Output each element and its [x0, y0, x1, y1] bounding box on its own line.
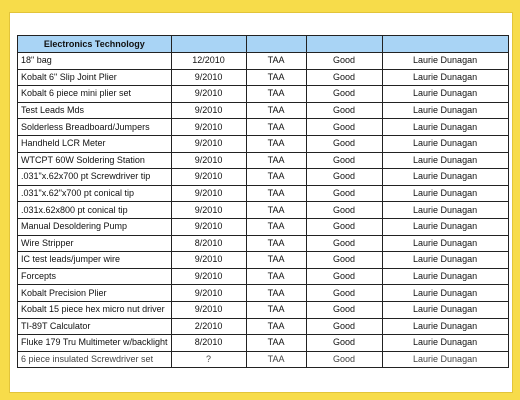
- source-cell[interactable]: TAA: [246, 301, 306, 318]
- table-row: [18, 218, 509, 235]
- date-cell[interactable]: 2/2010: [171, 318, 246, 335]
- item-cell[interactable]: 18" bag: [18, 53, 172, 70]
- table-row: [18, 252, 509, 269]
- table-row: [18, 351, 509, 368]
- date-cell[interactable]: 9/2010: [171, 252, 246, 269]
- source-cell[interactable]: TAA: [246, 53, 306, 70]
- table-row: [18, 102, 509, 119]
- source-cell[interactable]: TAA: [246, 252, 306, 269]
- date-cell[interactable]: 9/2010: [171, 119, 246, 136]
- source-cell[interactable]: TAA: [246, 185, 306, 202]
- source-cell[interactable]: TAA: [246, 268, 306, 285]
- table-row: [18, 86, 509, 103]
- custodian-cell[interactable]: Laurie Dunagan: [382, 102, 508, 119]
- source-cell[interactable]: TAA: [246, 169, 306, 186]
- source-cell[interactable]: TAA: [246, 135, 306, 152]
- item-cell[interactable]: Kobalt Precision Plier: [18, 285, 172, 302]
- custodian-cell[interactable]: Laurie Dunagan: [382, 335, 508, 352]
- date-cell[interactable]: 8/2010: [171, 235, 246, 252]
- table-row: [18, 301, 509, 318]
- condition-cell[interactable]: Good: [306, 351, 382, 368]
- custodian-cell[interactable]: Laurie Dunagan: [382, 53, 508, 70]
- date-cell[interactable]: 9/2010: [171, 185, 246, 202]
- item-cell[interactable]: .031x.62x800 pt conical tip: [18, 202, 172, 219]
- item-cell[interactable]: Solderless Breadboard/Jumpers: [18, 119, 172, 136]
- source-cell[interactable]: TAA: [246, 102, 306, 119]
- custodian-cell[interactable]: Laurie Dunagan: [382, 135, 508, 152]
- source-cell[interactable]: TAA: [246, 202, 306, 219]
- custodian-cell[interactable]: Laurie Dunagan: [382, 301, 508, 318]
- item-cell[interactable]: Wire Stripper: [18, 235, 172, 252]
- item-cell[interactable]: 6 piece insulated Screwdriver set: [18, 351, 172, 368]
- header-cell[interactable]: [382, 36, 508, 53]
- custodian-cell[interactable]: Laurie Dunagan: [382, 69, 508, 86]
- condition-cell[interactable]: Good: [306, 335, 382, 352]
- date-cell[interactable]: 9/2010: [171, 102, 246, 119]
- date-cell[interactable]: 8/2010: [171, 335, 246, 352]
- item-cell[interactable]: .031"x.62"x700 pt conical tip: [18, 185, 172, 202]
- source-cell[interactable]: TAA: [246, 69, 306, 86]
- date-cell[interactable]: 9/2010: [171, 135, 246, 152]
- condition-cell[interactable]: Good: [306, 252, 382, 269]
- condition-cell[interactable]: Good: [306, 152, 382, 169]
- custodian-cell[interactable]: Laurie Dunagan: [382, 202, 508, 219]
- condition-cell[interactable]: Good: [306, 119, 382, 136]
- table-title[interactable]: Electronics Technology: [18, 36, 172, 53]
- header-cell[interactable]: [246, 36, 306, 53]
- source-cell[interactable]: TAA: [246, 152, 306, 169]
- item-cell[interactable]: WTCPT 60W Soldering Station: [18, 152, 172, 169]
- table-row: [18, 268, 509, 285]
- source-cell[interactable]: TAA: [246, 218, 306, 235]
- date-cell[interactable]: 9/2010: [171, 301, 246, 318]
- item-cell[interactable]: Test Leads Mds: [18, 102, 172, 119]
- header-cell[interactable]: [171, 36, 246, 53]
- item-cell[interactable]: Forcepts: [18, 268, 172, 285]
- source-cell[interactable]: TAA: [246, 235, 306, 252]
- table-row: [18, 335, 509, 352]
- custodian-cell[interactable]: Laurie Dunagan: [382, 119, 508, 136]
- condition-cell[interactable]: Good: [306, 53, 382, 70]
- date-cell[interactable]: 9/2010: [171, 268, 246, 285]
- custodian-cell[interactable]: Laurie Dunagan: [382, 185, 508, 202]
- date-cell[interactable]: 9/2010: [171, 202, 246, 219]
- custodian-cell[interactable]: Laurie Dunagan: [382, 351, 508, 368]
- condition-cell[interactable]: Good: [306, 318, 382, 335]
- table-row: [18, 202, 509, 219]
- condition-cell[interactable]: Good: [306, 102, 382, 119]
- date-cell[interactable]: 9/2010: [171, 69, 246, 86]
- source-cell[interactable]: TAA: [246, 335, 306, 352]
- table-row: [18, 53, 509, 70]
- custodian-cell[interactable]: Laurie Dunagan: [382, 252, 508, 269]
- table-row: [18, 119, 509, 136]
- table-row: [18, 185, 509, 202]
- condition-cell[interactable]: Good: [306, 135, 382, 152]
- table-row: [18, 285, 509, 302]
- custodian-cell[interactable]: Laurie Dunagan: [382, 218, 508, 235]
- custodian-cell[interactable]: Laurie Dunagan: [382, 86, 508, 103]
- custodian-cell[interactable]: Laurie Dunagan: [382, 285, 508, 302]
- condition-cell[interactable]: Good: [306, 169, 382, 186]
- condition-cell[interactable]: Good: [306, 69, 382, 86]
- date-cell[interactable]: ?: [171, 351, 246, 368]
- date-cell[interactable]: 9/2010: [171, 169, 246, 186]
- custodian-cell[interactable]: Laurie Dunagan: [382, 169, 508, 186]
- source-cell[interactable]: TAA: [246, 86, 306, 103]
- table-header-row: [18, 36, 509, 53]
- condition-cell[interactable]: Good: [306, 301, 382, 318]
- custodian-cell[interactable]: Laurie Dunagan: [382, 318, 508, 335]
- date-cell[interactable]: 9/2010: [171, 86, 246, 103]
- source-cell[interactable]: TAA: [246, 285, 306, 302]
- item-cell[interactable]: Handheld LCR Meter: [18, 135, 172, 152]
- table-row: [18, 69, 509, 86]
- date-cell[interactable]: 9/2010: [171, 285, 246, 302]
- condition-cell[interactable]: Good: [306, 218, 382, 235]
- date-cell[interactable]: 9/2010: [171, 152, 246, 169]
- item-cell[interactable]: Fluke 179 Tru Multimeter w/backlight: [18, 335, 172, 352]
- source-cell[interactable]: TAA: [246, 318, 306, 335]
- table-row: [18, 135, 509, 152]
- item-cell[interactable]: IC test leads/jumper wire: [18, 252, 172, 269]
- spreadsheet-page: [9, 12, 513, 393]
- condition-cell[interactable]: Good: [306, 185, 382, 202]
- custodian-cell[interactable]: Laurie Dunagan: [382, 152, 508, 169]
- item-cell[interactable]: .031"x.62x700 pt Screwdriver tip: [18, 169, 172, 186]
- table-row: [18, 152, 509, 169]
- header-cell[interactable]: [306, 36, 382, 53]
- date-cell[interactable]: 9/2010: [171, 218, 246, 235]
- item-cell[interactable]: Manual Desoldering Pump: [18, 218, 172, 235]
- item-cell[interactable]: Kobalt 6 piece mini plier set: [18, 86, 172, 103]
- source-cell[interactable]: TAA: [246, 351, 306, 368]
- condition-cell[interactable]: Good: [306, 202, 382, 219]
- table-row: [18, 235, 509, 252]
- condition-cell[interactable]: Good: [306, 285, 382, 302]
- item-cell[interactable]: TI-89T Calculator: [18, 318, 172, 335]
- custodian-cell[interactable]: Laurie Dunagan: [382, 268, 508, 285]
- inventory-table: [17, 35, 509, 368]
- date-cell[interactable]: 12/2010: [171, 53, 246, 70]
- table-row: [18, 169, 509, 186]
- item-cell[interactable]: Kobalt 15 piece hex micro nut driver: [18, 301, 172, 318]
- condition-cell[interactable]: Good: [306, 268, 382, 285]
- custodian-cell[interactable]: Laurie Dunagan: [382, 235, 508, 252]
- condition-cell[interactable]: Good: [306, 86, 382, 103]
- source-cell[interactable]: TAA: [246, 119, 306, 136]
- table-row: [18, 318, 509, 335]
- item-cell[interactable]: Kobalt 6" Slip Joint Plier: [18, 69, 172, 86]
- condition-cell[interactable]: Good: [306, 235, 382, 252]
